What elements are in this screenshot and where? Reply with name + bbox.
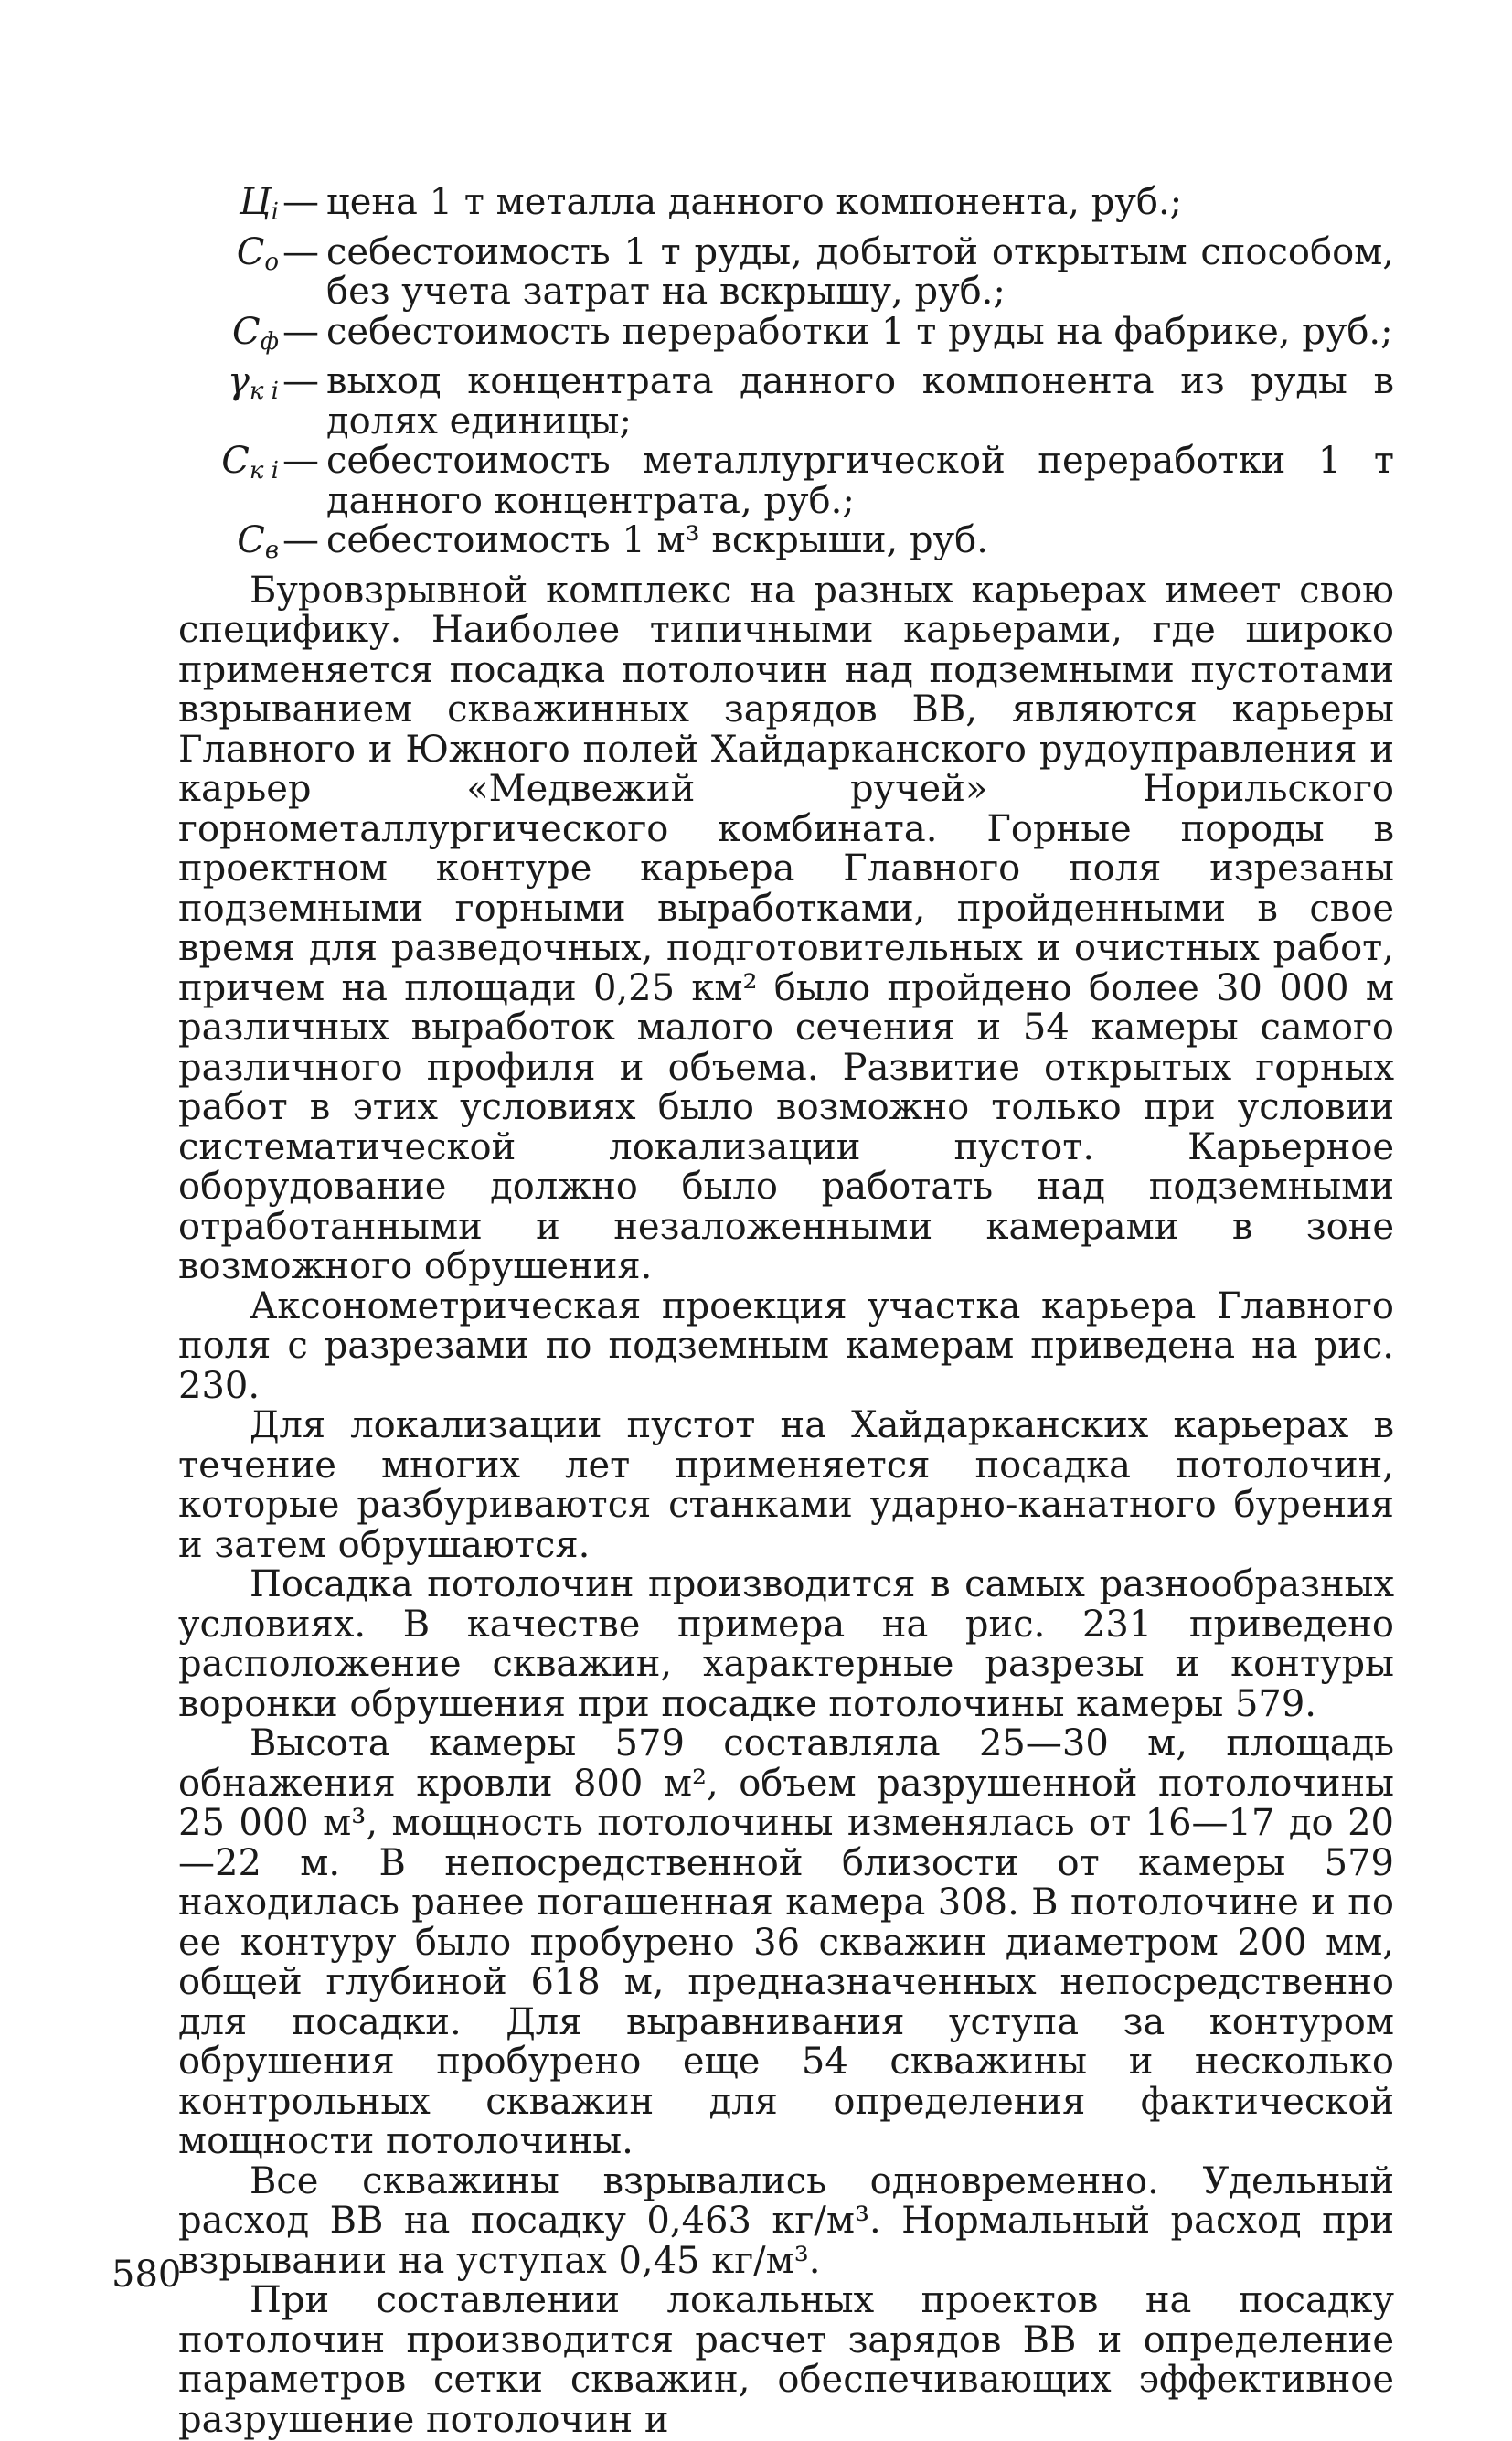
paragraph: Все скважины взрывались одновременно. Удельный расход ВВ на посадку 0,463 кг/м³. Нормальный расход при взрывании на уступах 0,45 кг/м³. bbox=[178, 2159, 1394, 2282]
definition-text: себестоимость металлургической переработки 1 т данного концентрата, руб.; bbox=[326, 440, 1394, 522]
definition-symbol: $\gamma_{к i}$ bbox=[227, 360, 279, 405]
definition-text: себестоимость 1 т руды, добытой открытым способом, без учета затрат на вскрышу, руб.; bbox=[326, 230, 1394, 313]
definition-text: себестоимость 1 м³ вскрыши, руб. bbox=[326, 519, 988, 561]
definition-dash: — bbox=[282, 310, 319, 353]
paragraph: Высота камеры 579 составляла 25—30 м, площадь обнажения кровли 800 м², объем разрушенной потолочины 25 000 м³, мощность потолочины изменялась от 16—17 до 20—22 м. В непосредственной близости от камеры 579 находилась ранее погашенная камера 308. В потолочине и по ее контуру было пробурено 36 скважин диаметром 200 мм, общей глубиной 618 м, предназначенных непосредственно для посадки. Для выравнивания уступа за контуром обрушения пробурено еще 54 скважины и несколько контрольных скважин для определения фактической мощности потолочины. bbox=[178, 1722, 1394, 2162]
definition-item bbox=[178, 183, 1394, 233]
definition-dash: — bbox=[282, 181, 319, 223]
symbol-definitions bbox=[178, 183, 1394, 571]
paragraph: При составлении локальных проектов на посадку потолочин производится расчет зарядов ВВ и определение параметров сетки скважин, обеспечивающих эффективное разрушение потолочин и bbox=[178, 2279, 1394, 2441]
definition-symbol: $С_{к i}$ bbox=[221, 440, 279, 485]
definition-symbol: $С_ф$ bbox=[232, 310, 279, 356]
definition-item bbox=[178, 230, 1394, 313]
definition-symbol: $Ц_i$ bbox=[239, 181, 279, 226]
page-body bbox=[178, 183, 1394, 2440]
definition-item bbox=[178, 442, 1394, 521]
definition-dash: — bbox=[282, 519, 319, 561]
definition-dash: — bbox=[282, 440, 319, 482]
paragraph: Буровзрывной комплекс на разных карьерах имеет свою специфику. Наиболее типичными карьерами, где широко применяется посадка потолочин над подземными пустотами взрыванием скважинных зарядов ВВ, являются карьеры Главного и Южного полей Хайдарканского рудоуправления и карьер «Медвежий ручей» Норильского горнометаллургического комбината. Горные породы в проектном контуре карьера Главного поля изрезаны подземными горными выработками, пройденными в свое время для разведочных, подготовительных и очистных работ, причем на площади 0,25 км² было пройдено более 30 000 м различных выработок малого сечения и 54 камеры самого различного профиля и объема. Развитие открытых горных работ в этих условиях было возможно только при условии систематической локализации пустот. Карьерное оборудование должно было работать над подземными отработанными и незаложенными камерами в зоне возможного обрушения. bbox=[178, 569, 1394, 1287]
definition-item bbox=[178, 521, 1394, 571]
page-number: 580 bbox=[112, 2254, 182, 2296]
definition-text: выход концентрата данного компонента из руды в долях единицы; bbox=[326, 360, 1394, 442]
definition-item bbox=[178, 310, 1394, 363]
definition-dash: — bbox=[282, 360, 319, 402]
paragraph: Посадка потолочин производится в самых разнообразных условиях. В качестве примера на рис. 231 приведено расположение скважин, характерные разрезы и контуры воронки обрушения при посадке потолочины камеры 579. bbox=[178, 1563, 1394, 1725]
paragraph: Для локализации пустот на Хайдарканских карьерах в течение многих лет применяется посадка потолочин, которые разбуриваются станками ударно-канатного бурения и затем обрушаются. bbox=[178, 1404, 1394, 1566]
definition-dash: — bbox=[282, 230, 319, 273]
definition-symbol: $С_о$ bbox=[236, 230, 279, 276]
definition-text: себестоимость переработки 1 т руды на фабрике, руб.; bbox=[326, 310, 1393, 353]
definition-item bbox=[178, 362, 1394, 442]
definition-text: цена 1 т металла данного компонента, руб.; bbox=[326, 181, 1183, 223]
paragraph: Аксонометрическая проекция участка карьера Главного поля с разрезами по подземным камерам приведена на рис. 230. bbox=[178, 1284, 1394, 1407]
definition-symbol: $С_в$ bbox=[237, 519, 279, 564]
